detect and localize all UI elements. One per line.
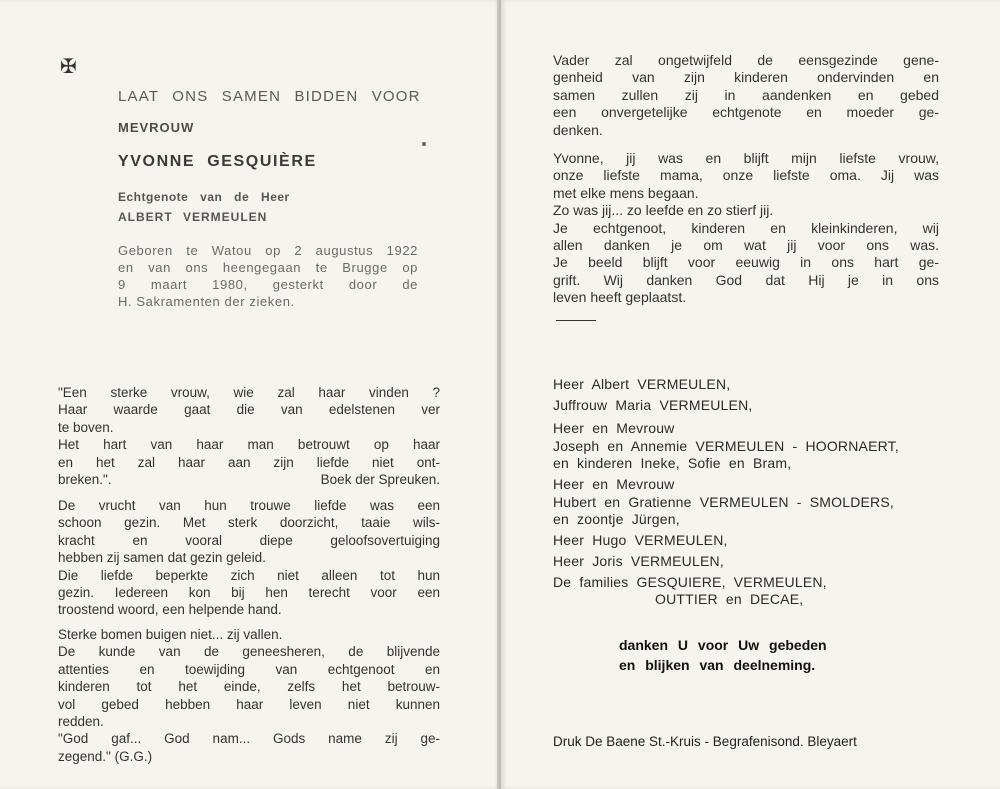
text-line: onze liefste mama, onze liefste oma. Jij was bbox=[553, 167, 939, 184]
tribute-paragraph bbox=[553, 150, 939, 307]
proverb-quote bbox=[58, 384, 440, 488]
text-line: grift. Wij danken God dat Hij je in ons bbox=[553, 271, 939, 288]
text-line: Zo was jij... zo leefde en zo stierf jij. bbox=[553, 202, 774, 219]
text-line: Sterke bomen buigen niet... zij vallen. bbox=[58, 627, 283, 642]
text-line: attenties en toewijding van echtgenoot en bbox=[58, 661, 440, 677]
text-line: zegend." (G.G.) bbox=[58, 748, 153, 764]
text-line: H. Sakramenten der zieken. bbox=[118, 294, 295, 309]
family-line: De families GESQUIERE, VERMEULEN, bbox=[553, 574, 827, 590]
text-line: breken.". bbox=[58, 472, 112, 488]
family-paragraph bbox=[58, 497, 440, 619]
quote-source: Boek der Spreuken. bbox=[320, 472, 440, 488]
family-line: Heer en Mevrouw bbox=[553, 420, 675, 436]
text-line: gezin. Iedereen kon bij hen terecht voor een bbox=[58, 585, 440, 601]
spouse-label: Echtgenote van de Heer bbox=[118, 190, 290, 204]
text-line: hebben zij samen dat gezin geleid. bbox=[58, 550, 266, 566]
text-line: genheid van zijn kinderen ondervinden en bbox=[553, 69, 939, 86]
family-line: Heer Joris VERMEULEN, bbox=[553, 553, 724, 569]
father-paragraph bbox=[553, 52, 939, 139]
text-line: en het zal haar aan zijn liefde niet ont- bbox=[58, 454, 440, 470]
text-line: Je echtgenoot, kinderen en kleinkinderen, wij bbox=[553, 219, 939, 236]
thanks-line: en blijken van deelneming. bbox=[619, 657, 816, 673]
honorific-title: MEVROUW bbox=[118, 120, 195, 135]
text-line: kinderen tot het einde, zelfs het betrouw- bbox=[58, 679, 440, 695]
prayer-heading: LAAT ONS SAMEN BIDDEN VOOR bbox=[118, 88, 421, 105]
text-line: "Een sterke vrouw, wie zal haar vinden ? bbox=[58, 385, 440, 400]
family-line: Joseph en Annemie VERMEULEN - HOORNAERT, bbox=[553, 438, 899, 454]
family-line: Juffrouw Maria VERMEULEN, bbox=[553, 397, 753, 413]
text-line: te boven. bbox=[58, 419, 114, 435]
text-line: denken. bbox=[553, 121, 603, 138]
text-line: samen zullen zij in aandenken en gebed bbox=[553, 86, 939, 103]
text-line: Yvonne, jij was en blijft mijn liefste vrouw, bbox=[553, 150, 939, 166]
text-line: redden. bbox=[58, 714, 104, 730]
divider bbox=[556, 320, 596, 321]
right-page bbox=[501, 0, 1000, 789]
text-line: Haar waarde gaat die van edelstenen ver bbox=[58, 402, 440, 418]
text-line: allen danken je om wat jij voor ons was. bbox=[553, 237, 939, 254]
text-line: met elke mens begaan. bbox=[553, 184, 699, 201]
text-line: Het hart van haar man betrouwt op haar bbox=[58, 437, 440, 453]
text-line: "God gaf... God nam... Gods name zij ge- bbox=[58, 731, 440, 747]
text-line: De vrucht van hun trouwe liefde was een bbox=[58, 498, 440, 513]
family-line: en zoontje Jürgen, bbox=[553, 511, 680, 527]
spouse-name: ALBERT VERMEULEN bbox=[118, 210, 268, 224]
deceased-name: YVONNE GESQUIÈRE bbox=[118, 153, 317, 170]
text-line: Die liefde beperkte zich niet alleen tot hun bbox=[58, 567, 440, 583]
text-line: 9 maart 1980, gesterkt door de bbox=[118, 277, 418, 292]
ink-speck bbox=[422, 142, 426, 146]
text-line: leven heeft geplaatst. bbox=[553, 289, 687, 306]
family-line: en kinderen Ineke, Sofie en Bram, bbox=[553, 455, 792, 471]
thanks-line: danken U voor Uw gebeden bbox=[619, 637, 827, 653]
family-line: Hubert en Gratienne VERMEULEN - SMOLDERS, bbox=[553, 494, 894, 510]
text-line: troostend woord, een helpende hand. bbox=[58, 602, 282, 618]
quote-attribution-line bbox=[58, 471, 440, 488]
text-line: schoon gezin. Met sterk doorzicht, taaie wils- bbox=[58, 515, 440, 531]
text-line: Geboren te Watou op 2 augustus 1922 bbox=[118, 243, 418, 258]
family-line: Heer Hugo VERMEULEN, bbox=[553, 532, 728, 548]
text-line: kracht en vooral diepe geloofsovertuiging bbox=[58, 532, 440, 548]
text-line: Je beeld blijft voor eeuwig in ons hart ge- bbox=[553, 254, 939, 271]
text-line: De kunde van de geneesheren, de blijvende bbox=[58, 644, 440, 660]
family-line: Heer en Mevrouw bbox=[553, 476, 675, 492]
cross-icon: ✠ bbox=[60, 54, 77, 78]
text-line: Vader zal ongetwijfeld de eensgezinde gene- bbox=[553, 52, 939, 68]
family-line: OUTTIER en DECAE, bbox=[655, 591, 804, 607]
birth-death-details bbox=[118, 242, 418, 310]
text-line: een onvergetelijke echtgenote en moeder ge- bbox=[553, 104, 939, 121]
text-line: en van ons heengegaan te Brugge op bbox=[118, 260, 418, 275]
illness-paragraph bbox=[58, 626, 440, 765]
text-line: vol gebed hebben haar leven niet kunnen bbox=[58, 696, 440, 712]
family-line: Heer Albert VERMEULEN, bbox=[553, 376, 731, 392]
printer-credit: Druk De Baene St.-Kruis - Begrafenisond. Bleyaert bbox=[553, 734, 857, 749]
